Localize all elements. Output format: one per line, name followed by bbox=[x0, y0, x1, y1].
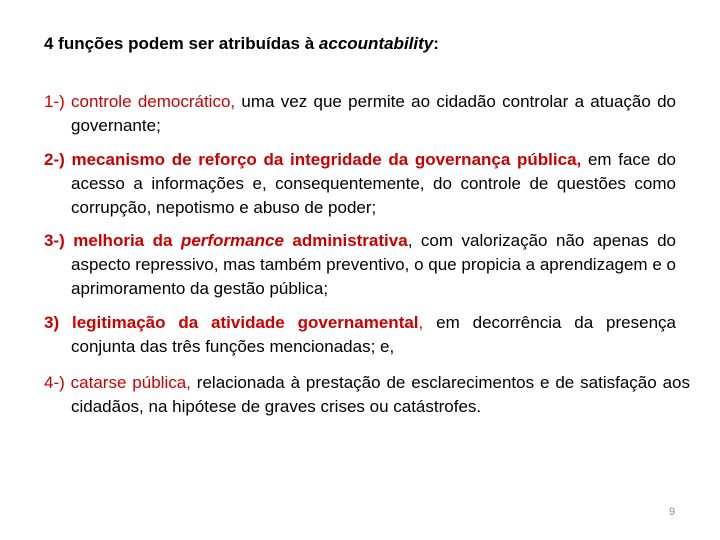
function-item-1 bbox=[44, 90, 676, 138]
item-3-lead-emphasis: performance bbox=[180, 231, 284, 250]
function-item-2 bbox=[44, 148, 676, 220]
item-1-text: uma vez que permite ao cidadão controlar a atuação do governante; bbox=[71, 92, 676, 135]
item-3-lead-b: administrativa bbox=[283, 231, 408, 250]
item-4-comma: , bbox=[418, 313, 424, 332]
page-number: 9 bbox=[668, 506, 676, 518]
item-5-text: relacionada à prestação de esclarecimentos e de satisfação aos cidadãos, na hipótese de graves crises ou catástrofes. bbox=[71, 373, 690, 416]
item-2-lead: 2-) mecanismo de reforço da integridade da governança pública, bbox=[44, 150, 582, 169]
item-2-text: em face do acesso a informações e, consequentemente, do controle de questões como corrupção, nepotismo e abuso de poder; bbox=[71, 150, 676, 217]
item-4-lead: 3) legitimação da atividade governamental bbox=[44, 313, 419, 332]
title-emphasis: accountability bbox=[318, 34, 434, 53]
title-suffix: : bbox=[433, 34, 439, 53]
function-item-5 bbox=[44, 371, 690, 419]
item-4-text: em decorrência da presença conjunta das três funções mencionadas; e, bbox=[71, 313, 676, 356]
item-3-comma: , bbox=[407, 231, 413, 250]
function-item-3 bbox=[44, 229, 676, 301]
item-1-lead: 1-) controle democrático, bbox=[44, 92, 236, 111]
item-5-lead: 4-) catarse pública, bbox=[44, 373, 191, 392]
title-prefix: 4 funções podem ser atribuídas à bbox=[44, 34, 319, 53]
slide-title bbox=[44, 32, 684, 56]
item-3-lead-a: 3-) melhoria da bbox=[44, 231, 181, 250]
item-3-text: com valorização não apenas do aspecto repressivo, mas também preventivo, o que propicia a aprendizagem e o aprimoramento da gestão pública; bbox=[71, 231, 677, 298]
function-item-4 bbox=[44, 311, 676, 359]
